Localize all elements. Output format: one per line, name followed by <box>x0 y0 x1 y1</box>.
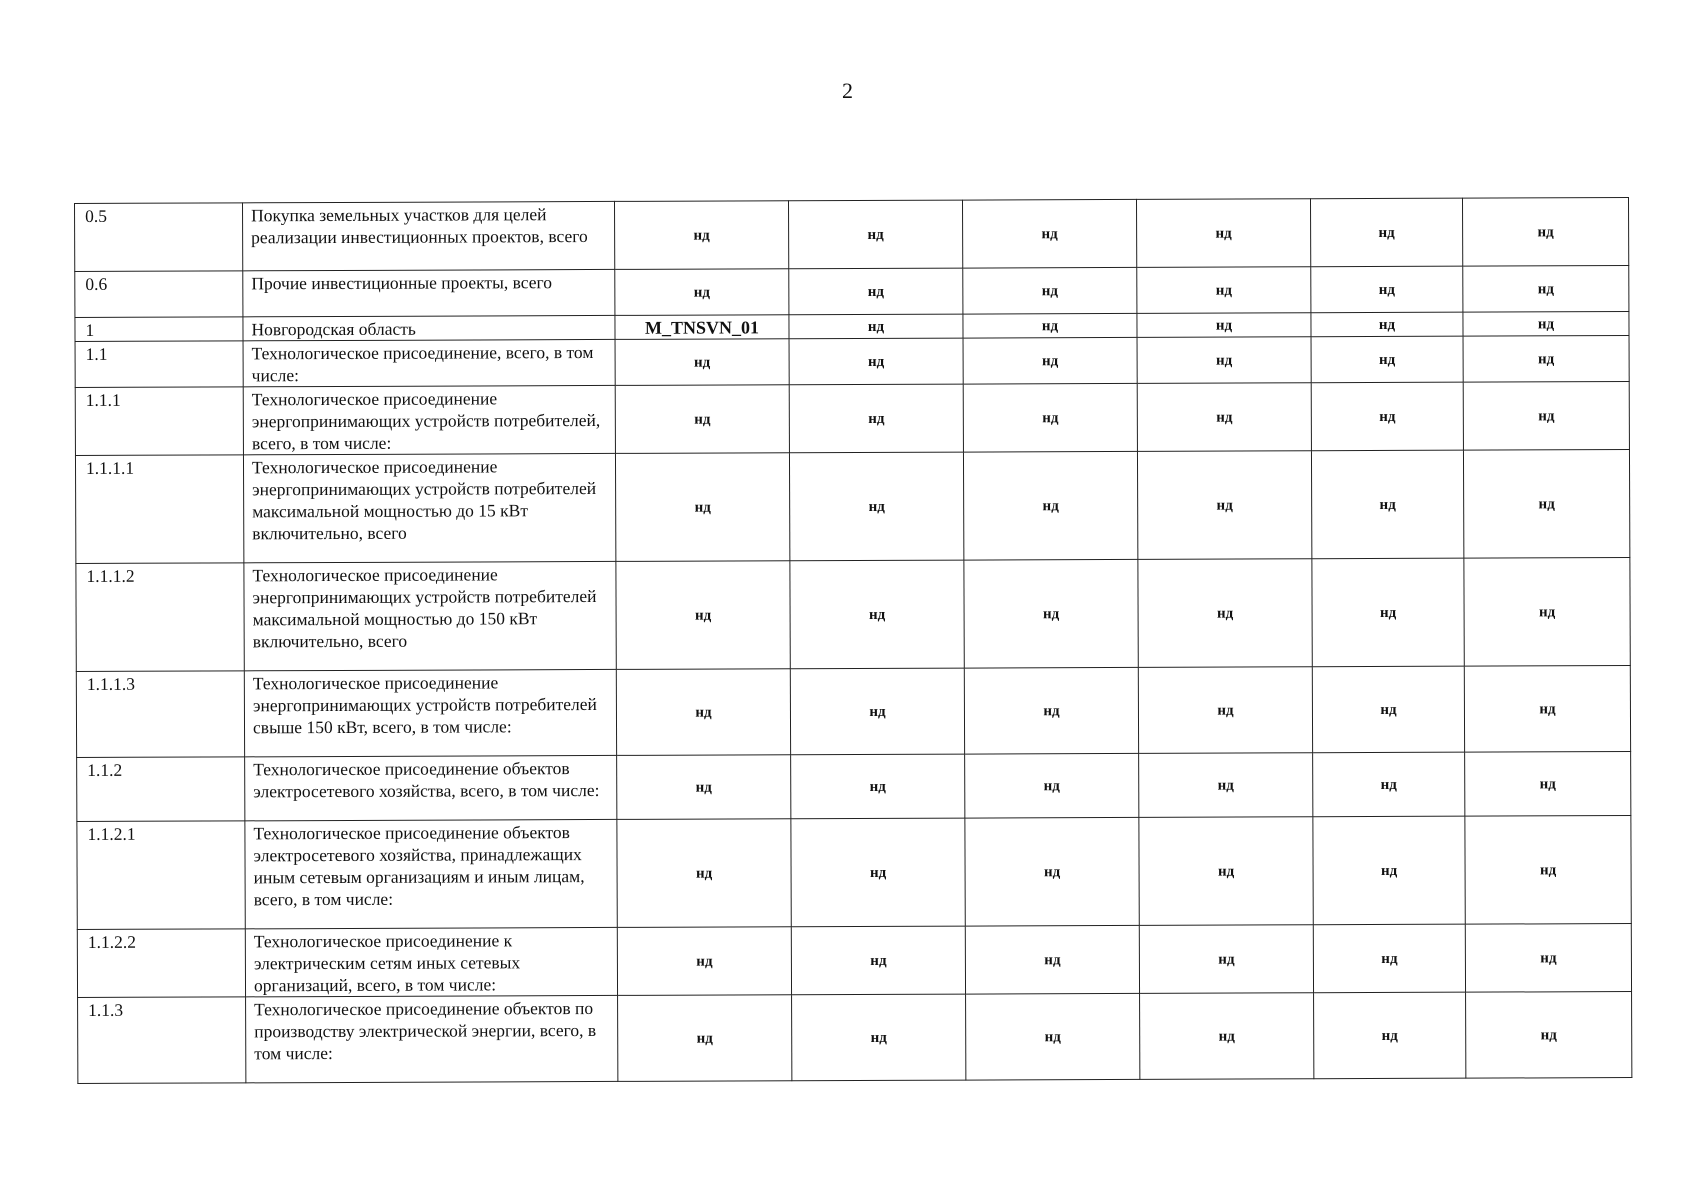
no-data-cell: нд <box>789 314 963 339</box>
row-name: Технологическое присоединение энергопринимающих устройств потребителей свыше 150 кВт, всего, в том числе: <box>244 669 616 756</box>
table-body <box>75 198 1632 1084</box>
row-number: 1.1.2 <box>77 757 245 822</box>
no-data-cell: нд <box>615 385 789 454</box>
table-row <box>76 666 1630 758</box>
no-data-cell: нд <box>1137 337 1311 384</box>
no-data-cell: нд <box>1139 753 1313 818</box>
no-data-cell: нд <box>965 817 1139 926</box>
no-data-cell: нд <box>789 384 963 453</box>
row-number: 1 <box>75 317 243 342</box>
no-data-cell: нд <box>1311 450 1463 559</box>
no-data-cell: нд <box>618 995 792 1082</box>
no-data-cell: нд <box>1136 199 1310 268</box>
no-data-cell: нд <box>1138 667 1312 754</box>
no-data-cell: нд <box>1139 925 1313 994</box>
row-number: 1.1.1.3 <box>76 671 244 758</box>
no-data-cell: нд <box>617 755 791 820</box>
no-data-cell: нд <box>1310 198 1462 267</box>
no-data-cell: нд <box>1463 312 1629 337</box>
row-number: 0.5 <box>75 203 243 272</box>
no-data-cell: нд <box>614 201 788 270</box>
row-name: Технологическое присоединение объектов электросетевого хозяйства, принадлежащих иным сетевым организациям и иным лицам, всего, в том числе: <box>245 819 617 928</box>
row-number: 0.6 <box>75 271 243 318</box>
no-data-cell: нд <box>791 754 965 819</box>
no-data-cell: нд <box>1137 313 1311 338</box>
no-data-cell: нд <box>963 267 1137 314</box>
no-data-cell: нд <box>965 925 1139 994</box>
table-row <box>78 992 1632 1084</box>
no-data-cell: нд <box>1311 266 1463 313</box>
row-name: Технологическое присоединение энергопринимающих устройств потребителей, всего, в том числе: <box>243 385 615 454</box>
no-data-cell: нд <box>1313 816 1465 925</box>
row-name: Технологическое присоединение объектов по производству электрической энергии, всего, в том числе: <box>246 995 618 1082</box>
no-data-cell: нд <box>1463 382 1629 451</box>
no-data-cell: нд <box>1464 666 1630 753</box>
no-data-cell: нд <box>616 561 790 670</box>
table-row <box>75 336 1629 388</box>
no-data-cell: нд <box>1463 266 1629 313</box>
row-name: Технологическое присоединение объектов электросетевого хозяйства, всего, в том числе: <box>245 755 617 820</box>
no-data-cell: нд <box>1313 924 1465 993</box>
no-data-cell: нд <box>962 199 1136 268</box>
no-data-cell: нд <box>1466 992 1632 1079</box>
no-data-cell: нд <box>1311 382 1463 451</box>
no-data-cell: нд <box>1313 752 1465 817</box>
table-row <box>76 558 1630 672</box>
investment-table-sheet <box>74 197 1631 1084</box>
table-row <box>75 450 1629 564</box>
no-data-cell: нд <box>789 268 963 315</box>
table-row <box>77 924 1631 998</box>
no-data-cell: нд <box>617 927 791 996</box>
no-data-cell: нд <box>1311 312 1463 337</box>
no-data-cell: нд <box>1311 336 1463 383</box>
no-data-cell: нд <box>965 753 1139 818</box>
no-data-cell: нд <box>1465 752 1631 817</box>
no-data-cell: нд <box>792 994 966 1081</box>
no-data-cell: нд <box>617 819 791 928</box>
no-data-cell: нд <box>789 338 963 385</box>
row-number: 1.1 <box>75 341 243 388</box>
no-data-cell: нд <box>963 313 1137 338</box>
no-data-cell: нд <box>790 560 964 669</box>
no-data-cell: нд <box>1137 267 1311 314</box>
no-data-cell: нд <box>1312 666 1464 753</box>
row-name: Технологическое присоединение к электрическим сетям иных сетевых организаций, всего, в том числе: <box>245 927 617 996</box>
no-data-cell: нд <box>1314 992 1466 1079</box>
no-data-cell: нд <box>1137 383 1311 452</box>
no-data-cell: нд <box>616 669 790 756</box>
table-row <box>75 266 1629 318</box>
no-data-cell: нд <box>789 452 963 561</box>
no-data-cell: нд <box>964 667 1138 754</box>
no-data-cell: нд <box>964 559 1138 668</box>
no-data-cell: нд <box>1462 198 1628 267</box>
no-data-cell: нд <box>963 383 1137 452</box>
table-row <box>77 816 1631 930</box>
table-row <box>75 382 1629 456</box>
table-row <box>77 752 1631 822</box>
row-number: 1.1.2.2 <box>77 929 245 998</box>
no-data-cell: нд <box>1465 816 1631 925</box>
row-name: Прочие инвестиционные проекты, всего <box>243 269 615 316</box>
no-data-cell: нд <box>1465 924 1631 993</box>
no-data-cell: нд <box>791 818 965 927</box>
no-data-cell: нд <box>615 269 789 316</box>
row-number: 1.1.3 <box>78 997 246 1084</box>
no-data-cell: нд <box>1138 559 1312 668</box>
no-data-cell: нд <box>1464 558 1630 667</box>
no-data-cell: нд <box>1139 817 1313 926</box>
row-number: 1.1.2.1 <box>77 821 245 930</box>
no-data-cell: нд <box>791 926 965 995</box>
row-number: 1.1.1.1 <box>75 455 243 564</box>
investment-projects-table <box>74 197 1632 1084</box>
no-data-cell: нд <box>788 200 962 269</box>
no-data-cell: нд <box>1140 993 1314 1080</box>
no-data-cell: нд <box>790 668 964 755</box>
no-data-cell: нд <box>966 993 1140 1080</box>
no-data-cell: нд <box>615 339 789 386</box>
no-data-cell: нд <box>963 337 1137 384</box>
page-number: 2 <box>842 78 853 103</box>
table-row <box>75 198 1629 272</box>
row-name: Технологическое присоединение энергопринимающих устройств потребителей максимальной мощностью до 150 кВт включительно, всего <box>244 561 616 670</box>
no-data-cell: нд <box>963 451 1137 560</box>
row-name: Технологическое присоединение энергопринимающих устройств потребителей максимальной мощностью до 15 кВт включительно, всего <box>243 453 615 562</box>
row-number: 1.1.1.2 <box>76 563 244 672</box>
row-name: Технологическое присоединение, всего, в том числе: <box>243 339 615 386</box>
row-name: Новгородская область <box>243 315 615 340</box>
row-number: 1.1.1 <box>75 387 243 456</box>
project-code-cell: M_TNSVN_01 <box>615 315 789 340</box>
no-data-cell: нд <box>1463 450 1629 559</box>
no-data-cell: нд <box>615 453 789 562</box>
no-data-cell: нд <box>1312 558 1464 667</box>
no-data-cell: нд <box>1137 451 1311 560</box>
no-data-cell: нд <box>1463 336 1629 383</box>
row-name: Покупка земельных участков для целей реализации инвестиционных проектов, всего <box>243 201 615 270</box>
